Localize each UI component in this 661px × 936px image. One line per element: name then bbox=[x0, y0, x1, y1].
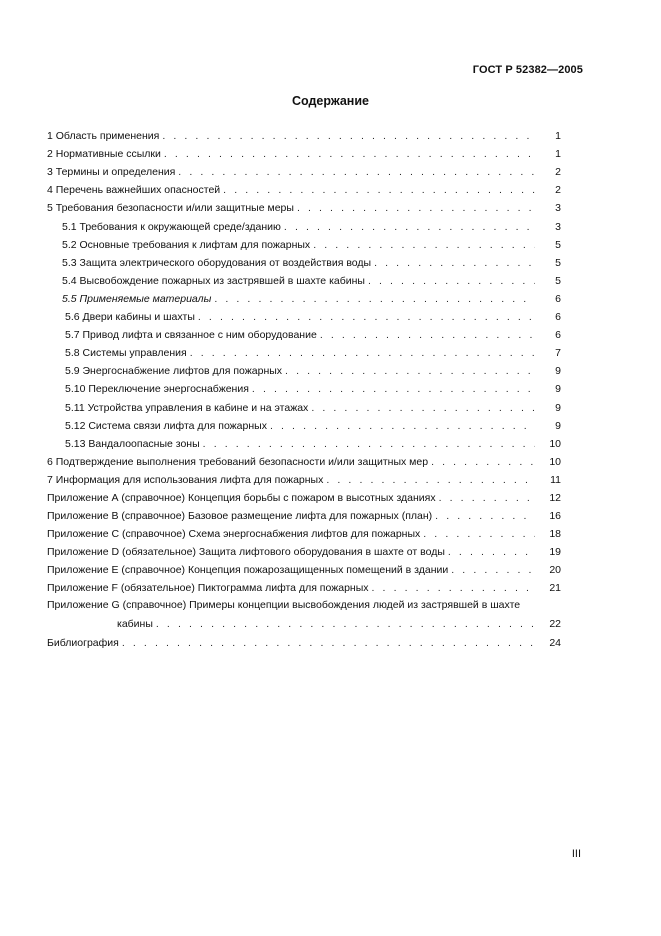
dot-leader bbox=[368, 275, 535, 287]
toc-entry-page: 21 bbox=[549, 582, 561, 595]
toc-subentry[interactable] bbox=[47, 305, 561, 323]
toc-entry[interactable] bbox=[47, 178, 561, 196]
toc-entry[interactable] bbox=[47, 630, 561, 648]
toc-entry-text: 5.10 Переключение энергоснабжения bbox=[65, 383, 249, 396]
toc-entry-page: 5 bbox=[555, 256, 561, 269]
dot-leader bbox=[451, 564, 535, 576]
dot-leader bbox=[285, 365, 535, 377]
toc-appendix-entry[interactable] bbox=[47, 576, 561, 594]
toc-entry-page: 6 bbox=[555, 292, 561, 305]
dot-leader bbox=[203, 438, 535, 450]
dot-leader bbox=[214, 293, 535, 305]
toc-subentry[interactable] bbox=[47, 432, 561, 450]
document-code: ГОСТ Р 52382—2005 bbox=[472, 64, 583, 76]
toc-entry-text: Приложение В (справочное) Базовое размещение лифта для пожарных (план) bbox=[47, 510, 433, 523]
dot-leader bbox=[156, 618, 535, 630]
toc-entry-page: 7 bbox=[555, 347, 561, 360]
dot-leader bbox=[164, 148, 535, 160]
toc-entry-text: Приложение D (обязательное) Защита лифтового оборудования в шахте от воды bbox=[47, 546, 445, 559]
dot-leader bbox=[270, 420, 535, 432]
toc-entry-page: 16 bbox=[549, 510, 561, 523]
toc-entry-text: 5.1 Требования к окружающей среде/зданию bbox=[62, 220, 281, 233]
toc-appendix-entry[interactable] bbox=[47, 486, 561, 504]
toc-entry-page: 2 bbox=[555, 166, 561, 179]
dot-leader bbox=[320, 329, 535, 341]
toc-subentry[interactable] bbox=[47, 414, 561, 432]
toc-subentry[interactable] bbox=[47, 287, 561, 305]
toc-entry-text: 4 Перечень важнейших опасностей bbox=[47, 184, 221, 197]
toc-subentry[interactable] bbox=[47, 359, 561, 377]
toc-entry-text: Приложение F (обязательное) Пиктограмма лифта для пожарных bbox=[47, 582, 369, 595]
dot-leader bbox=[198, 311, 535, 323]
toc-entry-page: 19 bbox=[549, 546, 561, 559]
dot-leader bbox=[190, 347, 535, 359]
toc-entry-text: 1 Область применения bbox=[47, 130, 160, 143]
toc-appendix-entry[interactable] bbox=[47, 522, 561, 540]
toc-entry-text: Приложение С (справочное) Схема энергоснабжения лифтов для пожарных bbox=[47, 528, 421, 541]
toc-appendix-entry[interactable] bbox=[47, 558, 561, 576]
toc-entry[interactable] bbox=[47, 124, 561, 142]
toc-title: Содержание bbox=[291, 94, 369, 108]
toc-subentry[interactable] bbox=[47, 341, 561, 359]
toc-entry-page: 5 bbox=[555, 238, 561, 251]
dot-leader bbox=[252, 383, 535, 395]
toc-appendix-entry[interactable] bbox=[47, 594, 561, 630]
toc-entry-continuation bbox=[47, 612, 561, 630]
dot-leader bbox=[284, 221, 535, 233]
toc-entry[interactable] bbox=[47, 196, 561, 214]
dot-leader bbox=[122, 637, 535, 649]
toc-entry-text: 5.2 Основные требования к лифтам для пожарных bbox=[62, 238, 311, 251]
toc-appendix-entry[interactable] bbox=[47, 504, 561, 522]
toc-subentry[interactable] bbox=[47, 323, 561, 341]
toc-entry-page: 3 bbox=[555, 220, 561, 233]
dot-leader bbox=[372, 582, 535, 594]
dot-leader bbox=[374, 257, 535, 269]
toc-entry-text: 6 Подтверждение выполнения требований безопасности и/или защитных мер bbox=[47, 455, 429, 468]
dot-leader bbox=[439, 492, 535, 504]
toc-subentry[interactable] bbox=[47, 233, 561, 251]
dot-leader bbox=[297, 202, 535, 214]
toc-entry-text: 5.11 Устройства управления в кабине и на этажах bbox=[65, 401, 309, 414]
toc-entry-text: 5.13 Вандалоопасные зоны bbox=[65, 437, 200, 450]
toc-entry-text: 5.12 Система связи лифта для пожарных bbox=[65, 419, 267, 432]
toc-entry-page: 1 bbox=[555, 130, 561, 143]
toc-entry-text: 5.9 Энергоснабжение лифтов для пожарных bbox=[65, 365, 283, 378]
dot-leader bbox=[311, 402, 535, 414]
toc-entry-text: 7 Информация для использования лифта для пожарных bbox=[47, 473, 324, 486]
table-of-contents bbox=[47, 124, 561, 649]
toc-entry-page: 20 bbox=[549, 564, 561, 577]
toc-entry-page: 5 bbox=[555, 274, 561, 287]
toc-entry-text: Приложение Е (справочное) Концепция пожарозащищенных помещений в здании bbox=[47, 564, 449, 577]
toc-entry-text: Приложение А (справочное) Концепция борьбы с пожаром в высотных зданиях bbox=[47, 491, 436, 504]
dot-leader bbox=[448, 546, 535, 558]
toc-entry-text-continued: кабины bbox=[117, 618, 153, 631]
toc-subentry[interactable] bbox=[47, 251, 561, 269]
toc-entry-page: 1 bbox=[555, 148, 561, 161]
toc-entry-page: 6 bbox=[555, 329, 561, 342]
toc-entry-page: 2 bbox=[555, 184, 561, 197]
toc-entry-text: 5.6 Двери кабины и шахты bbox=[65, 311, 195, 324]
toc-entry[interactable] bbox=[47, 142, 561, 160]
toc-entry-text: Приложение G (справочное) Примеры концепции высвобождения людей из застрявшей в шахте bbox=[47, 599, 521, 612]
toc-entry-page: 12 bbox=[549, 491, 561, 504]
toc-subentry[interactable] bbox=[47, 395, 561, 413]
dot-leader bbox=[162, 130, 535, 142]
toc-entry-text: 5.5 Применяемые материалы bbox=[62, 292, 212, 305]
toc-entry-page: 9 bbox=[555, 401, 561, 414]
dot-leader bbox=[326, 474, 535, 486]
toc-entry-page: 6 bbox=[555, 311, 561, 324]
toc-entry-text: 3 Термины и определения bbox=[47, 166, 176, 179]
toc-entry-text: 5.3 Защита электрического оборудования от воздействия воды bbox=[62, 256, 372, 269]
toc-entry-text: 5.4 Высвобождение пожарных из застрявшей в шахте кабины bbox=[62, 274, 365, 287]
toc-entry-page: 9 bbox=[555, 365, 561, 378]
toc-entry-text: 5.8 Системы управления bbox=[65, 347, 187, 360]
page-number: III bbox=[571, 848, 581, 860]
toc-entry-page: 10 bbox=[549, 437, 561, 450]
toc-entry-page: 18 bbox=[549, 528, 561, 541]
toc-entry[interactable] bbox=[47, 468, 561, 486]
toc-entry-text: Библиография bbox=[47, 636, 119, 649]
dot-leader bbox=[423, 528, 535, 540]
toc-entry-page: 9 bbox=[555, 383, 561, 396]
dot-leader bbox=[435, 510, 535, 522]
toc-entry-page: 10 bbox=[549, 455, 561, 468]
toc-subentry[interactable] bbox=[47, 214, 561, 232]
dot-leader bbox=[178, 166, 535, 178]
dot-leader bbox=[223, 184, 535, 196]
toc-subentry[interactable] bbox=[47, 269, 561, 287]
toc-entry-text: 5 Требования безопасности и/или защитные меры bbox=[47, 202, 294, 215]
toc-entry-page: 11 bbox=[550, 473, 561, 486]
toc-entry-page: 3 bbox=[555, 202, 561, 215]
toc-entry[interactable] bbox=[47, 450, 561, 468]
toc-entry-page: 24 bbox=[549, 636, 561, 649]
toc-entry-page: 9 bbox=[555, 419, 561, 432]
dot-leader bbox=[313, 239, 535, 251]
toc-entry-text: 2 Нормативные ссылки bbox=[47, 148, 161, 161]
dot-leader bbox=[431, 456, 535, 468]
toc-entry-page: 22 bbox=[549, 618, 561, 631]
toc-entry-text: 5.7 Привод лифта и связанное с ним оборудование bbox=[65, 329, 317, 342]
toc-subentry[interactable] bbox=[47, 377, 561, 395]
toc-appendix-entry[interactable] bbox=[47, 540, 561, 558]
toc-entry[interactable] bbox=[47, 160, 561, 178]
